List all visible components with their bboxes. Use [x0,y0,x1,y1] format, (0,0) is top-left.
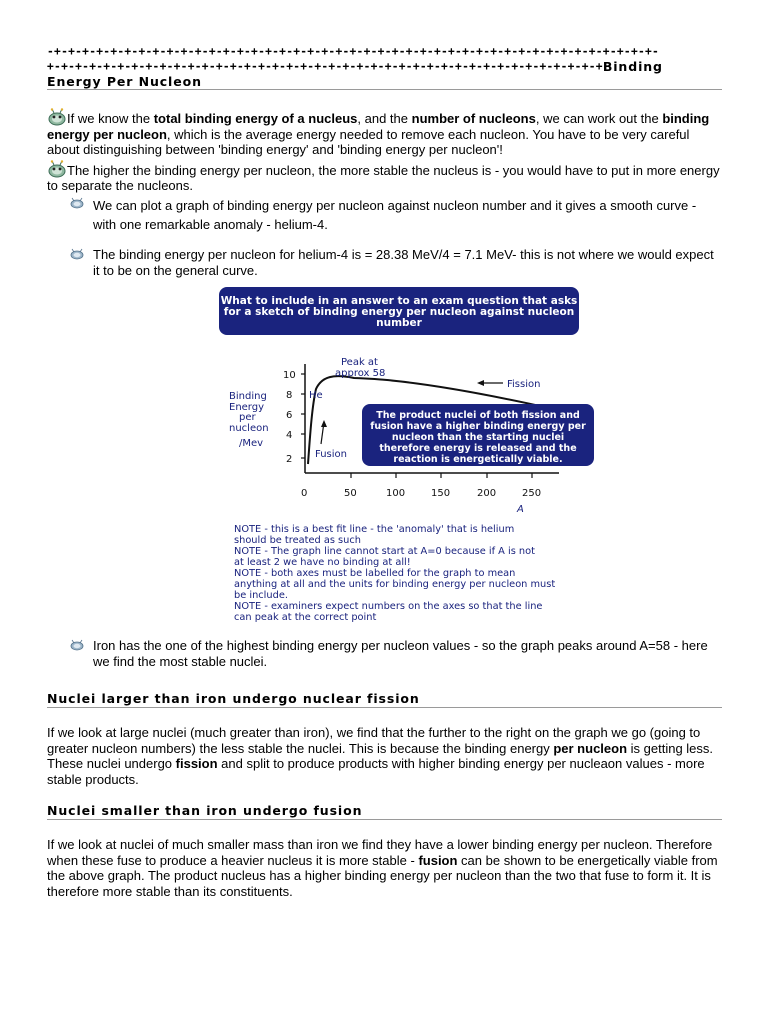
decorative-border-line-2: +-+-+-+-+-+-+-+-+-+-+-+-+-+-+-+-+-+-+-+-+-+-+-+-+-+-+-+-+-+-+-+-+-+-+-+-+-+-+-+ [47,60,603,73]
title-bar [47,59,722,90]
callout-line: therefore energy is released and the [379,443,577,454]
intro-paragraph-1: If we know the total binding energy of a nucleus, and the number of nucleons, we can work out the binding energy per nucleon, which is the average energy needed to remove each nucleon. You have to be very careful about distinguishing between 'binding energy' and 'binding energy per nucleon'! [47,108,722,158]
note-line: NOTE - examiners expect numbers on the axes so that the line [234,601,543,612]
page-title-part2: Energy Per Nucleon [47,74,202,89]
callout-line: The product nuclei of both fission and [376,410,580,421]
bullet-list-2 [47,638,722,670]
peak-label-line-1: Peak at [341,357,378,368]
note-line: anything at all and the units for binding energy per nucleon must [234,579,556,590]
y-tick-label: 10 [283,370,296,381]
note-line: be include. [234,590,288,601]
note-line: NOTE - both axes must be labelled for the graph to mean [234,568,516,579]
fusion-label: Fusion [315,449,347,460]
x-tick-label: 200 [477,488,497,499]
list-item: Iron has the one of the highest binding energy per nucleon values - so the graph peaks around A=58 - here we find the most stable nuclei. [47,638,722,670]
x-tick-label: 100 [386,488,406,499]
y-tick-label: 8 [286,390,293,401]
note-line: can peak at the correct point [234,612,377,623]
fission-label: Fission [507,379,541,390]
x-tick-label: 150 [431,488,451,499]
helium-label: He [309,390,323,401]
decorative-border-line-1: -+-+-+-+-+-+-+-+-+-+-+-+-+-+-+-+-+-+-+-+-+-+-+-+-+-+-+-+-+-+-+-+-+-+-+-+-+-+-+-+-+-+-+- [47,45,660,58]
y-axis-label-line-2: Energy [229,402,265,413]
figure-banner-line-3: number [376,317,422,329]
x-tick-label: 0 [301,488,308,499]
x-tick-label: 50 [344,488,357,499]
y-axis-label-line-5: /Mev [239,438,264,449]
bullet-list [47,196,722,279]
bug-bullet-icon [69,639,85,651]
list-item: The binding energy per nucleon for helium-4 is = 28.38 MeV/4 = 7.1 MeV- this is not where we would expect it to be on the general curve. [47,247,722,279]
y-axis-label-line-1: Binding [229,391,267,402]
bug-bullet-icon [69,248,85,260]
callout-line: fusion have a higher binding energy per [370,421,586,432]
list-item: We can plot a graph of binding energy per nucleon against nucleon number and it gives a smooth curve - with one remarkable anomaly - helium-4. [47,196,722,234]
intro-paragraph-2: The higher the binding energy per nucleon, the more stable the nucleus is - you would have to put in more energy to separate the nucleons. [47,160,722,194]
x-tick-label: 250 [522,488,542,499]
callout-line: reaction is energetically viable. [393,454,563,465]
figure-banner-line-2: for a sketch of binding energy per nucleon against nucleon [223,306,575,318]
fusion-section-heading: Nuclei smaller than iron undergo fusion [47,803,722,820]
fusion-arrowhead [321,420,327,427]
bug-icon [47,160,67,178]
note-line: NOTE - this is a best fit line - the 'anomaly' that is helium [234,524,515,535]
figure-banner-line-1: What to include in an answer to an exam question that asks [220,295,578,307]
note-line: at least 2 we have no binding at all! [234,557,411,568]
y-tick-label: 6 [286,410,293,421]
notes-block [234,524,555,623]
note-line: should be treated as such [234,535,361,546]
y-axis-label-line-3: per [239,412,256,423]
bug-icon [47,108,67,126]
peak-label-line-2: approx 58 [335,368,386,379]
fission-arrowhead [477,380,484,386]
binding-energy-figure [219,286,609,626]
bug-bullet-icon [69,197,85,209]
page-title-part1: Binding [602,59,663,74]
callout-line: nucleon than the starting nuclei [391,432,565,443]
x-axis-label: A [517,504,524,515]
y-axis-label-line-4: nucleon [229,423,269,434]
y-tick-label: 2 [286,454,293,465]
fission-section-heading: Nuclei larger than iron undergo nuclear fission [47,691,722,708]
fission-paragraph: If we look at large nuclei (much greater than iron), we find that the further to the right on the graph we go (going to greater nucleon numbers) the less stable the nuclei. This is because the binding energy per nucleon is getting less. These nuclei undergo fission and split to produce products with higher binding energy per nucleaon values - more stable products. [47,725,714,787]
note-line: NOTE - The graph line cannot start at A=0 because if A is not [234,546,535,557]
fusion-paragraph: If we look at nuclei of much smaller mass than iron we find they have a lower binding energy per nucleon. Therefore when these fuse to produce a heavier nucleus it is more stable - fusion can be shown to be energetically viable from the above graph. The product nucleus has a higher binding energy per nucleon than the two that fuse to form it. It is therefore more stable than its constituents. [47,837,718,899]
y-tick-label: 4 [286,430,293,441]
